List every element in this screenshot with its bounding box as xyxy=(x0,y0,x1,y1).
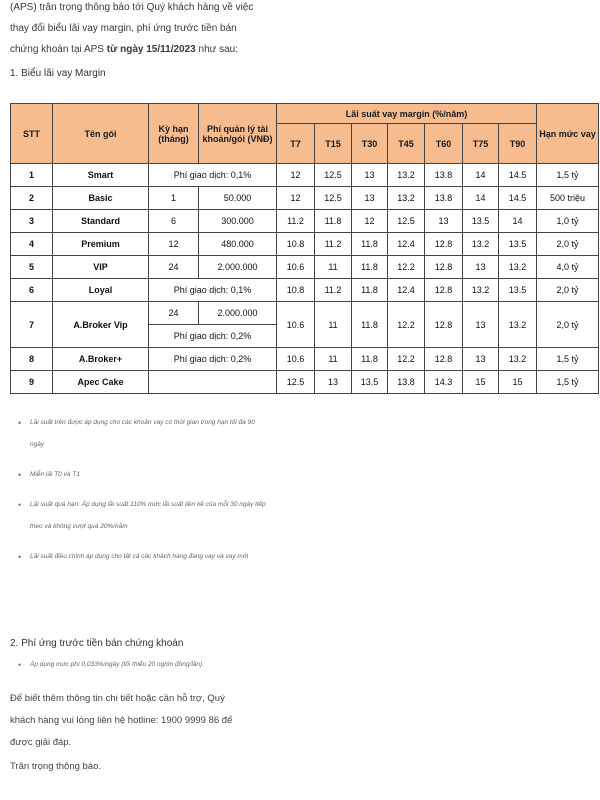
cell-rate: 13.2 xyxy=(463,279,499,302)
cell-rate: 14 xyxy=(463,164,499,187)
cell-rate: 15 xyxy=(463,371,499,394)
cell-rate: 13 xyxy=(463,256,499,279)
section-1-title: 1. Biểu lãi vay Margin xyxy=(10,68,106,79)
cell-stt: 4 xyxy=(11,233,53,256)
cell-fee-merged: Phí giao dịch: 0,1% xyxy=(149,164,277,187)
cell-fee: 2.000.000 xyxy=(199,256,277,279)
intro-paragraph xyxy=(10,0,290,60)
cell-term: 24 xyxy=(149,302,199,325)
cell-rate: 12.5 xyxy=(277,371,315,394)
cell-rate: 10.6 xyxy=(277,256,315,279)
cell-rate: 11.8 xyxy=(352,256,388,279)
list-item: • Áp dụng mức phí 0,033%/ngày (tối thiểu 20 nghìn đồng/lần) xyxy=(18,658,318,672)
cell-rate: 11.8 xyxy=(315,210,352,233)
cell-limit: 1,5 tỷ xyxy=(537,164,599,187)
cell-rate: 14.5 xyxy=(499,187,537,210)
cell-limit: 2,0 tỷ xyxy=(537,233,599,256)
outro-line-2: khách hàng vui lòng liên hệ hotline: 1900 9999 86 để xyxy=(10,715,233,726)
list-item: • Lãi suất điều chỉnh áp dụng cho tất cả các khách hàng đang vay và vay mới xyxy=(18,546,268,568)
cell-term: 24 xyxy=(149,256,199,279)
cell-rate: 11 xyxy=(315,302,352,348)
cell-limit: 1,0 tỷ xyxy=(537,210,599,233)
closing-line: Trân trọng thông báo. xyxy=(10,761,102,772)
header-t15: T15 xyxy=(315,124,352,164)
cell-rate: 14 xyxy=(463,187,499,210)
cell-stt: 9 xyxy=(11,371,53,394)
outro-line-1: Để biết thêm thông tin chi tiết hoặc cần hỗ trợ, Quý xyxy=(10,693,225,704)
cell-fee: 2.000.000 xyxy=(199,302,277,325)
header-t30: T30 xyxy=(352,124,388,164)
cell-limit: 1,5 tỷ xyxy=(537,371,599,394)
cell-fee-merged xyxy=(149,371,277,394)
table-row xyxy=(11,371,599,394)
cell-rate: 12.5 xyxy=(315,164,352,187)
cell-rate: 13.2 xyxy=(463,233,499,256)
cell-fee-merged: Phí giao dịch: 0,2% xyxy=(149,348,277,371)
header-stt: STT xyxy=(11,104,53,164)
cell-rate: 14.3 xyxy=(425,371,463,394)
cell-rate: 13.2 xyxy=(388,164,425,187)
cell-rate: 12.5 xyxy=(315,187,352,210)
cell-term: 1 xyxy=(149,187,199,210)
cell-rate: 13.8 xyxy=(388,371,425,394)
cell-fee-merged: Phí giao dịch: 0,2% xyxy=(149,325,277,348)
cell-package-name: Smart xyxy=(53,164,149,187)
cell-stt: 6 xyxy=(11,279,53,302)
table-row xyxy=(11,256,599,279)
cell-rate: 13.8 xyxy=(425,187,463,210)
margin-rate-table xyxy=(10,103,599,394)
cell-rate: 13 xyxy=(463,348,499,371)
cell-fee: 50.000 xyxy=(199,187,277,210)
intro-line-2: thay đổi biểu lãi vay margin, phí ứng trước tiền bán xyxy=(10,23,237,34)
cell-rate: 12.2 xyxy=(388,302,425,348)
cell-rate: 12.8 xyxy=(425,302,463,348)
cell-rate: 11.8 xyxy=(352,348,388,371)
header-t45: T45 xyxy=(388,124,425,164)
cell-fee: 480.000 xyxy=(199,233,277,256)
cell-package-name: A.Broker+ xyxy=(53,348,149,371)
intro-line-1: (APS) trân trọng thông báo tới Quý khách hàng về việc xyxy=(10,2,254,13)
cell-rate: 13.8 xyxy=(425,164,463,187)
cell-rate: 12.8 xyxy=(425,256,463,279)
table-row xyxy=(11,233,599,256)
cell-rate: 12.2 xyxy=(388,348,425,371)
cell-rate: 10.8 xyxy=(277,233,315,256)
cell-rate: 10.8 xyxy=(277,279,315,302)
cell-rate: 11 xyxy=(315,256,352,279)
cell-rate: 13.5 xyxy=(463,210,499,233)
section-2-title: 2. Phí ứng trước tiền bán chứng khoán xyxy=(10,638,184,649)
cell-rate: 12.4 xyxy=(388,279,425,302)
cell-rate: 11 xyxy=(315,348,352,371)
cell-stt: 8 xyxy=(11,348,53,371)
header-package-name: Tên gói xyxy=(53,104,149,164)
cell-package-name: Basic xyxy=(53,187,149,210)
cell-fee: 300.000 xyxy=(199,210,277,233)
cell-limit: 4,0 tỷ xyxy=(537,256,599,279)
intro-line-3 xyxy=(10,39,290,60)
cell-package-name: Standard xyxy=(53,210,149,233)
cell-limit: 500 triệu xyxy=(537,187,599,210)
cell-rate: 12 xyxy=(277,187,315,210)
cell-limit: 2,0 tỷ xyxy=(537,302,599,348)
outro-paragraph xyxy=(10,688,270,778)
list-item: • Lãi suất quá hạn: Áp dụng lãi suất 110% mức lãi suất liền kề của mỗi 30 ngày tiếp theo và không vượt quá 20%/năm xyxy=(18,494,268,538)
cell-rate: 12.4 xyxy=(388,233,425,256)
cell-stt: 3 xyxy=(11,210,53,233)
cell-rate: 14.5 xyxy=(499,164,537,187)
list-item: • Miễn lãi T0 và T1 xyxy=(18,464,268,486)
intro-line-3-post: như sau: xyxy=(195,44,239,55)
cell-rate: 12.5 xyxy=(388,210,425,233)
cell-rate: 10.6 xyxy=(277,302,315,348)
cell-rate: 13 xyxy=(352,187,388,210)
cell-package-name: A.Broker Vip xyxy=(53,302,149,348)
cell-rate: 14 xyxy=(499,210,537,233)
cell-rate: 13 xyxy=(315,371,352,394)
cell-rate: 10.6 xyxy=(277,348,315,371)
cell-rate: 13.5 xyxy=(352,371,388,394)
header-margin-rate-group: Lãi suất vay margin (%/năm) xyxy=(277,104,537,124)
cell-stt: 2 xyxy=(11,187,53,210)
cell-limit: 1,5 tỷ xyxy=(537,348,599,371)
cell-stt: 7 xyxy=(11,302,53,348)
table-row xyxy=(11,302,599,325)
cell-rate: 15 xyxy=(499,371,537,394)
table-row xyxy=(11,187,599,210)
cell-stt: 1 xyxy=(11,164,53,187)
cell-limit: 2,0 tỷ xyxy=(537,279,599,302)
cell-package-name: Apec Cake xyxy=(53,371,149,394)
cell-rate: 13 xyxy=(463,302,499,348)
header-term: Kỳ hạn (tháng) xyxy=(149,104,199,164)
header-t90: T90 xyxy=(499,124,537,164)
cell-rate: 12.2 xyxy=(388,256,425,279)
table-row xyxy=(11,348,599,371)
table-row xyxy=(11,164,599,187)
cell-package-name: VIP xyxy=(53,256,149,279)
cell-rate: 13.2 xyxy=(499,256,537,279)
advance-fee-notes xyxy=(18,658,318,672)
outro-line-3: được giải đáp. xyxy=(10,737,72,748)
cell-stt: 5 xyxy=(11,256,53,279)
cell-package-name: Premium xyxy=(53,233,149,256)
cell-term: 6 xyxy=(149,210,199,233)
cell-rate: 11.2 xyxy=(315,233,352,256)
cell-term: 12 xyxy=(149,233,199,256)
intro-line-3-pre: chứng khoán tại APS xyxy=(10,44,107,55)
header-t7: T7 xyxy=(277,124,315,164)
cell-rate: 12.8 xyxy=(425,233,463,256)
cell-rate: 11.2 xyxy=(277,210,315,233)
cell-rate: 11.8 xyxy=(352,279,388,302)
list-item: • Lãi suất trên được áp dụng cho các khoản vay có thời gian trong hạn tối đa 90 ngày xyxy=(18,412,268,456)
cell-package-name: Loyal xyxy=(53,279,149,302)
table-row xyxy=(11,279,599,302)
cell-rate: 13.2 xyxy=(388,187,425,210)
header-t75: T75 xyxy=(463,124,499,164)
cell-rate: 12.8 xyxy=(425,279,463,302)
cell-rate: 11.2 xyxy=(315,279,352,302)
effective-date: từ ngày 15/11/2023 xyxy=(106,44,196,55)
cell-rate: 12.8 xyxy=(425,348,463,371)
notes-list xyxy=(18,412,268,576)
cell-rate: 11.8 xyxy=(352,233,388,256)
cell-rate: 13 xyxy=(352,164,388,187)
cell-rate: 13.5 xyxy=(499,279,537,302)
cell-rate: 13 xyxy=(425,210,463,233)
cell-fee-merged: Phí giao dịch: 0,1% xyxy=(149,279,277,302)
header-management-fee: Phí quản lý tài khoản/gói (VNĐ) xyxy=(199,104,277,164)
cell-rate: 12 xyxy=(352,210,388,233)
header-t60: T60 xyxy=(425,124,463,164)
header-loan-limit: Hạn mức vay xyxy=(537,104,599,164)
cell-rate: 11.8 xyxy=(352,302,388,348)
cell-rate: 13.5 xyxy=(499,233,537,256)
table-row xyxy=(11,210,599,233)
cell-rate: 12 xyxy=(277,164,315,187)
cell-rate: 13.2 xyxy=(499,348,537,371)
cell-rate: 13.2 xyxy=(499,302,537,348)
